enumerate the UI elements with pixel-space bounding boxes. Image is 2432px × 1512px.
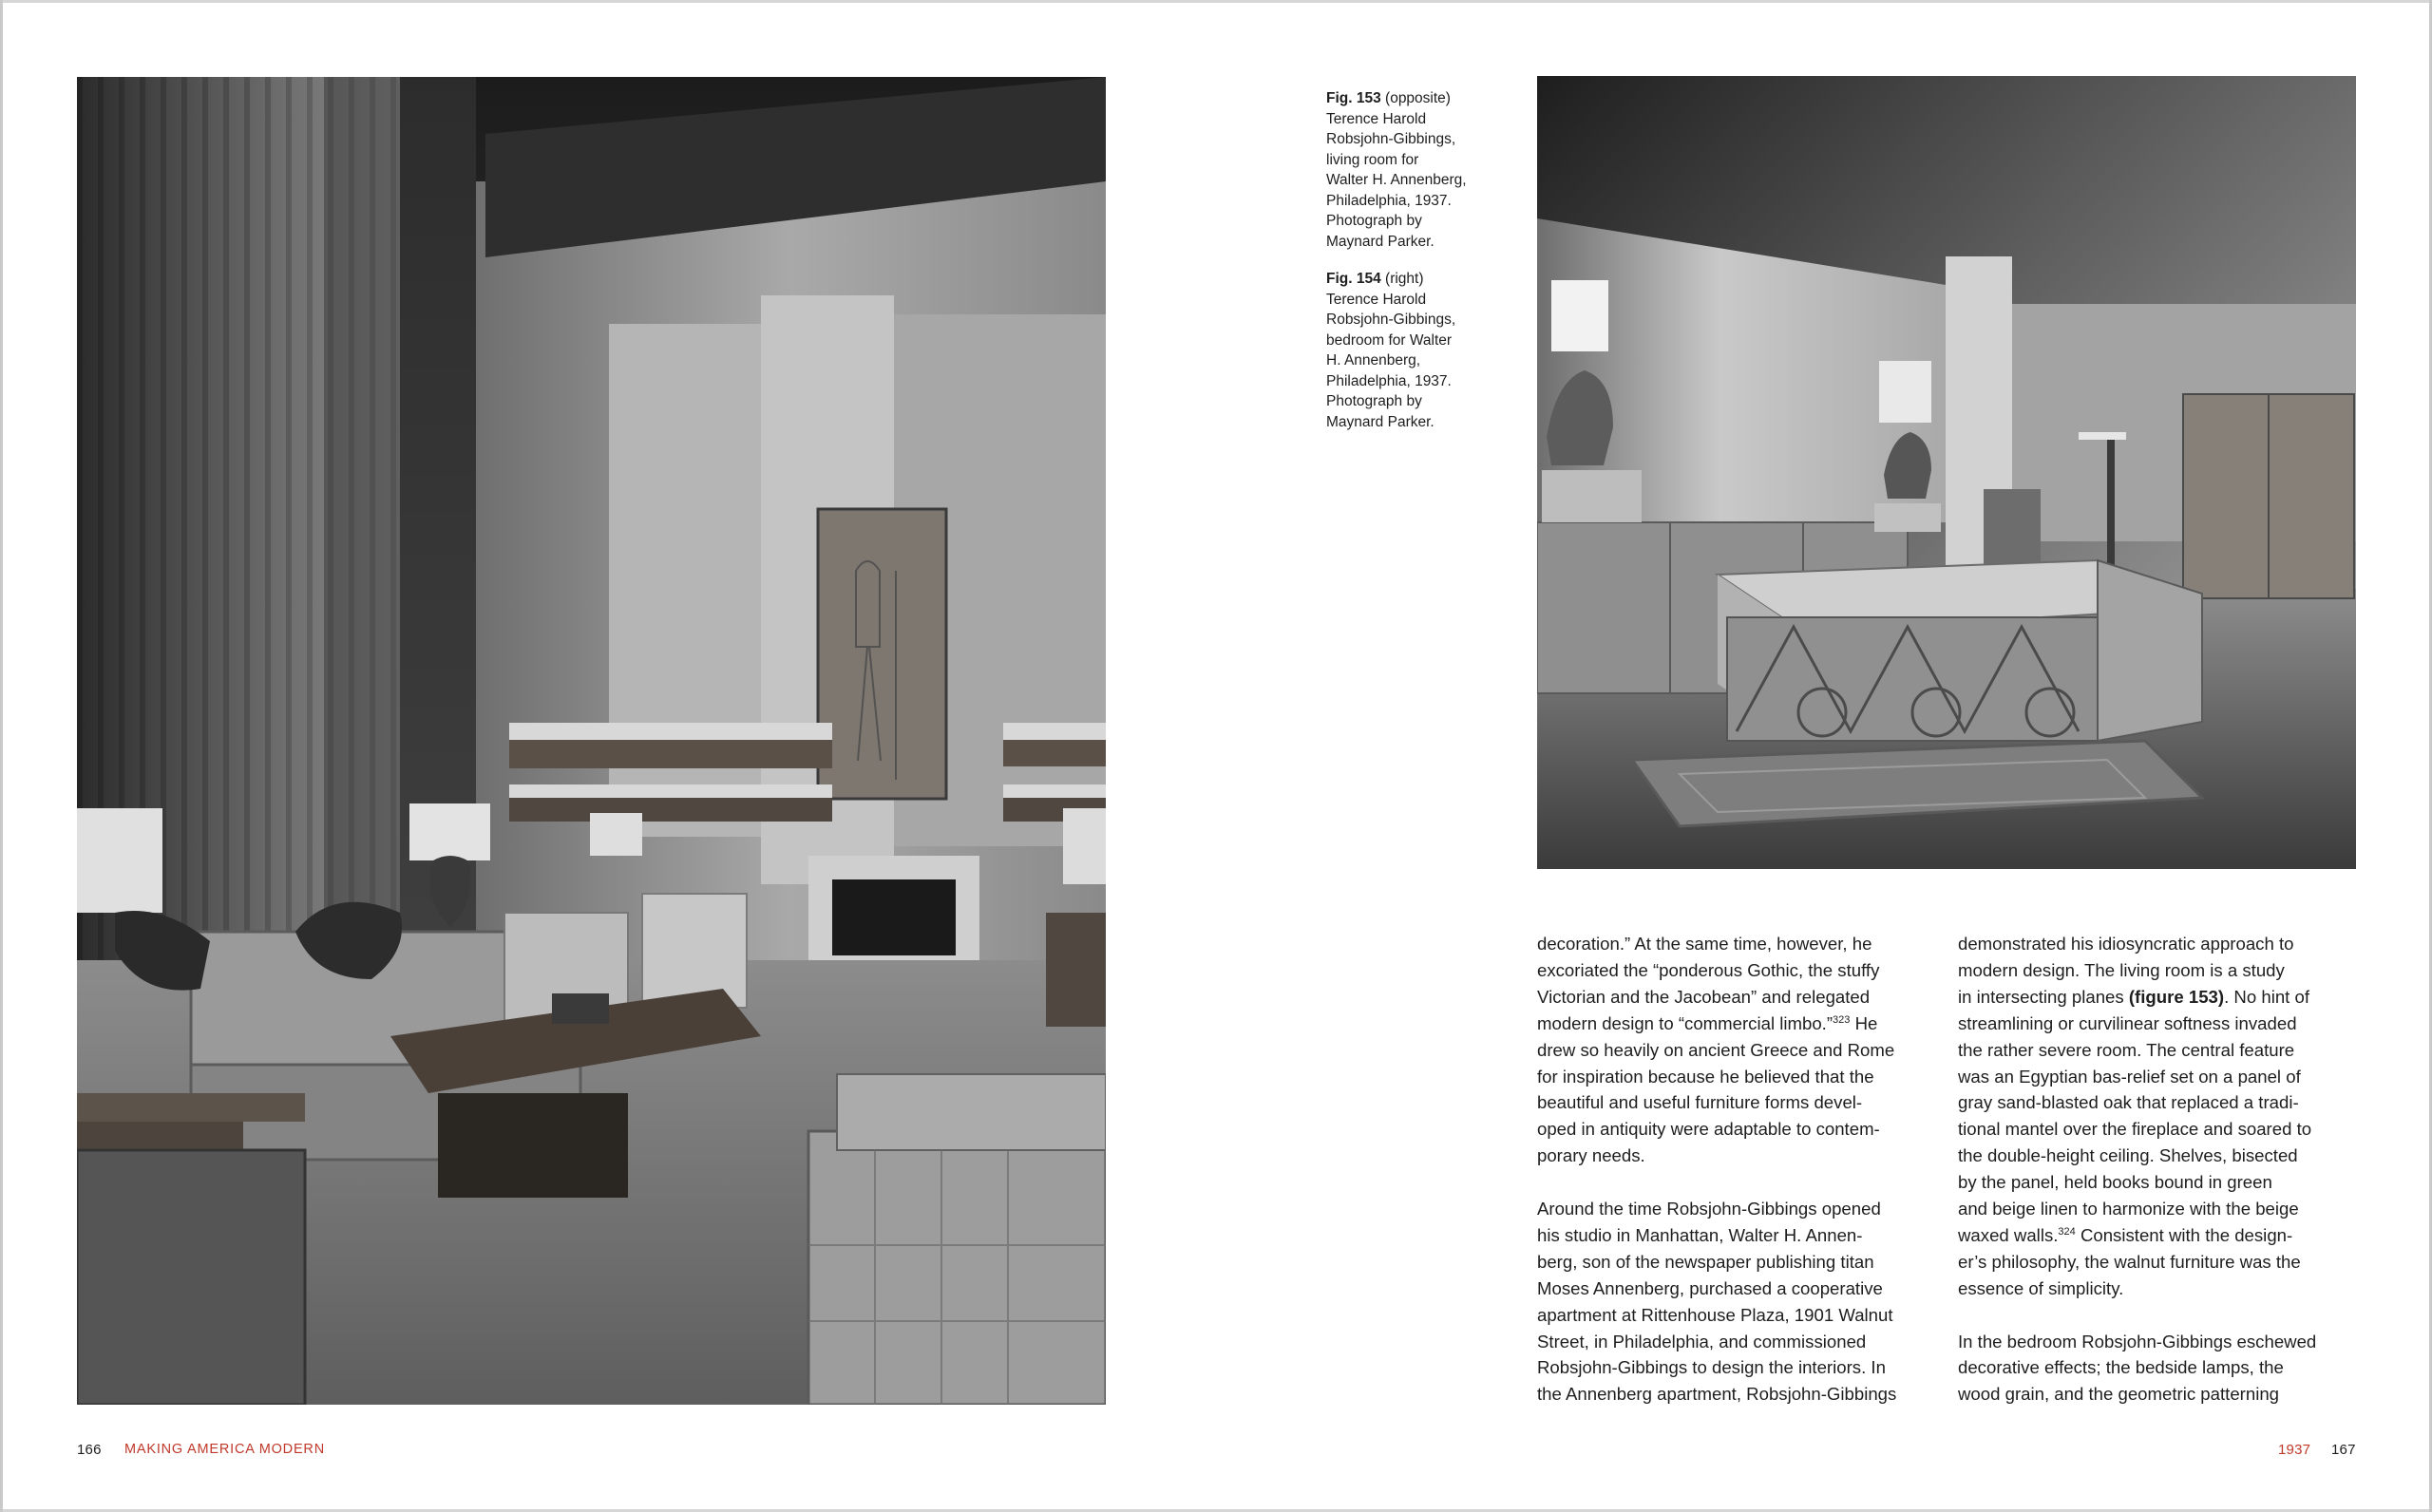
text-line: for inspiration because he believed that the — [1537, 1066, 1874, 1087]
footnote-marker: 323 — [1833, 1013, 1851, 1026]
paragraph — [1958, 931, 2357, 1302]
paragraph — [1958, 1329, 2357, 1408]
caption-fig-number: Fig. 154 — [1326, 271, 1381, 287]
caption-fig-ref: (opposite) — [1385, 90, 1451, 106]
text-line: He — [1850, 1012, 1878, 1033]
text-line: excoriated the “ponderous Gothic, the stuffy — [1537, 959, 1880, 980]
page-border-left — [0, 0, 3, 1512]
bedroom-photograph — [1537, 76, 2356, 869]
text-line: apartment at Rittenhouse Plaza, 1901 Walnut — [1537, 1304, 1893, 1325]
text-line: Moses Annenberg, purchased a cooperative — [1537, 1277, 1883, 1298]
text-line: in intersecting planes — [1958, 986, 2129, 1007]
caption-line: Maynard Parker. — [1326, 413, 1434, 430]
text-line: er’s philosophy, the walnut furniture was the — [1958, 1251, 2301, 1272]
caption-line: Terence Harold — [1326, 110, 1427, 127]
caption-fig-154 — [1326, 269, 1516, 432]
text-line: Consistent with the design- — [2075, 1224, 2293, 1245]
text-line: streamlining or curvilinear softness invaded — [1958, 1012, 2297, 1033]
text-line: the Annenberg apartment, Robsjohn-Gibbings — [1537, 1384, 1897, 1405]
text-line: decorative effects; the bedside lamps, the — [1958, 1357, 2284, 1378]
footnote-marker: 324 — [2058, 1225, 2076, 1238]
text-line: tional mantel over the fireplace and soared to — [1958, 1119, 2312, 1140]
caption-line: living room for — [1326, 151, 1419, 168]
caption-fig-ref: (right) — [1385, 271, 1424, 287]
caption-line: Philadelphia, 1937. — [1326, 192, 1452, 209]
living-room-photograph — [77, 77, 1106, 1405]
caption-line: Walter H. Annenberg, — [1326, 172, 1467, 188]
text-line: porary needs. — [1537, 1145, 1645, 1166]
running-head-year: 1937 — [2278, 1442, 2311, 1458]
figure-captions — [1326, 88, 1516, 449]
caption-fig-number: Fig. 153 — [1326, 90, 1381, 106]
caption-line: bedroom for Walter — [1326, 331, 1453, 349]
caption-line: Maynard Parker. — [1326, 233, 1434, 250]
text-line: and beige linen to harmonize with the beige — [1958, 1199, 2299, 1219]
caption-line: Photograph by — [1326, 213, 1422, 229]
text-line: Robsjohn-Gibbings to design the interiors. In — [1537, 1357, 1886, 1378]
paragraph — [1537, 1196, 1936, 1408]
caption-fig-153 — [1326, 88, 1516, 252]
running-head-title: MAKING AMERICA MODERN — [124, 1442, 325, 1457]
caption-line: Photograph by — [1326, 393, 1422, 409]
bedroom-image — [1537, 76, 2356, 869]
figure-reference: (figure 153) — [2128, 986, 2225, 1007]
text-line: waxed walls. — [1958, 1224, 2059, 1245]
text-line: modern design. The living room is a study — [1958, 959, 2285, 980]
text-line: In the bedroom Robsjohn-Gibbings eschewed — [1958, 1331, 2317, 1351]
text-line: Victorian and the Jacobean” and relegated — [1537, 986, 1871, 1007]
text-line: oped in antiquity were adaptable to contem- — [1537, 1119, 1880, 1140]
text-line: modern design to “commercial limbo.” — [1537, 1012, 1834, 1033]
body-text-column-right — [1958, 931, 2357, 1434]
text-line: Street, in Philadelphia, and commissioned — [1537, 1331, 1867, 1351]
text-line: essence of simplicity. — [1958, 1277, 2124, 1298]
text-line: the double-height ceiling. Shelves, bisected — [1958, 1145, 2298, 1166]
paragraph — [1537, 931, 1936, 1169]
page-number-right: 167 — [2331, 1442, 2356, 1458]
caption-line: H. Annenberg, — [1326, 352, 1421, 369]
text-line: demonstrated his idiosyncratic approach to — [1958, 934, 2294, 954]
text-line: gray sand-blasted oak that replaced a tradi- — [1958, 1092, 2299, 1113]
text-line: decoration.” At the same time, however, he — [1537, 934, 1872, 954]
text-line: wood grain, and the geometric patterning — [1958, 1384, 2280, 1405]
page-border-top — [0, 0, 2432, 3]
caption-line: Philadelphia, 1937. — [1326, 372, 1452, 389]
text-line: . No hint of — [2224, 986, 2310, 1007]
text-line: the rather severe room. The central feature — [1958, 1039, 2295, 1060]
caption-line: Robsjohn-Gibbings, — [1326, 131, 1456, 147]
text-line: beautiful and useful furniture forms devel- — [1537, 1092, 1863, 1113]
caption-line: Terence Harold — [1326, 291, 1427, 308]
text-line: by the panel, held books bound in green — [1958, 1172, 2272, 1193]
body-text-column-left — [1537, 931, 1936, 1434]
living-room-image — [77, 77, 1106, 1405]
caption-line: Robsjohn-Gibbings, — [1326, 312, 1456, 328]
text-line: Around the time Robsjohn-Gibbings opened — [1537, 1199, 1881, 1219]
text-line: his studio in Manhattan, Walter H. Annen- — [1537, 1224, 1863, 1245]
text-line: was an Egyptian bas-relief set on a panel of — [1958, 1066, 2301, 1087]
text-line: berg, son of the newspaper publishing titan — [1537, 1251, 1874, 1272]
text-line: drew so heavily on ancient Greece and Rome — [1537, 1039, 1895, 1060]
page-number-left: 166 — [77, 1442, 102, 1458]
